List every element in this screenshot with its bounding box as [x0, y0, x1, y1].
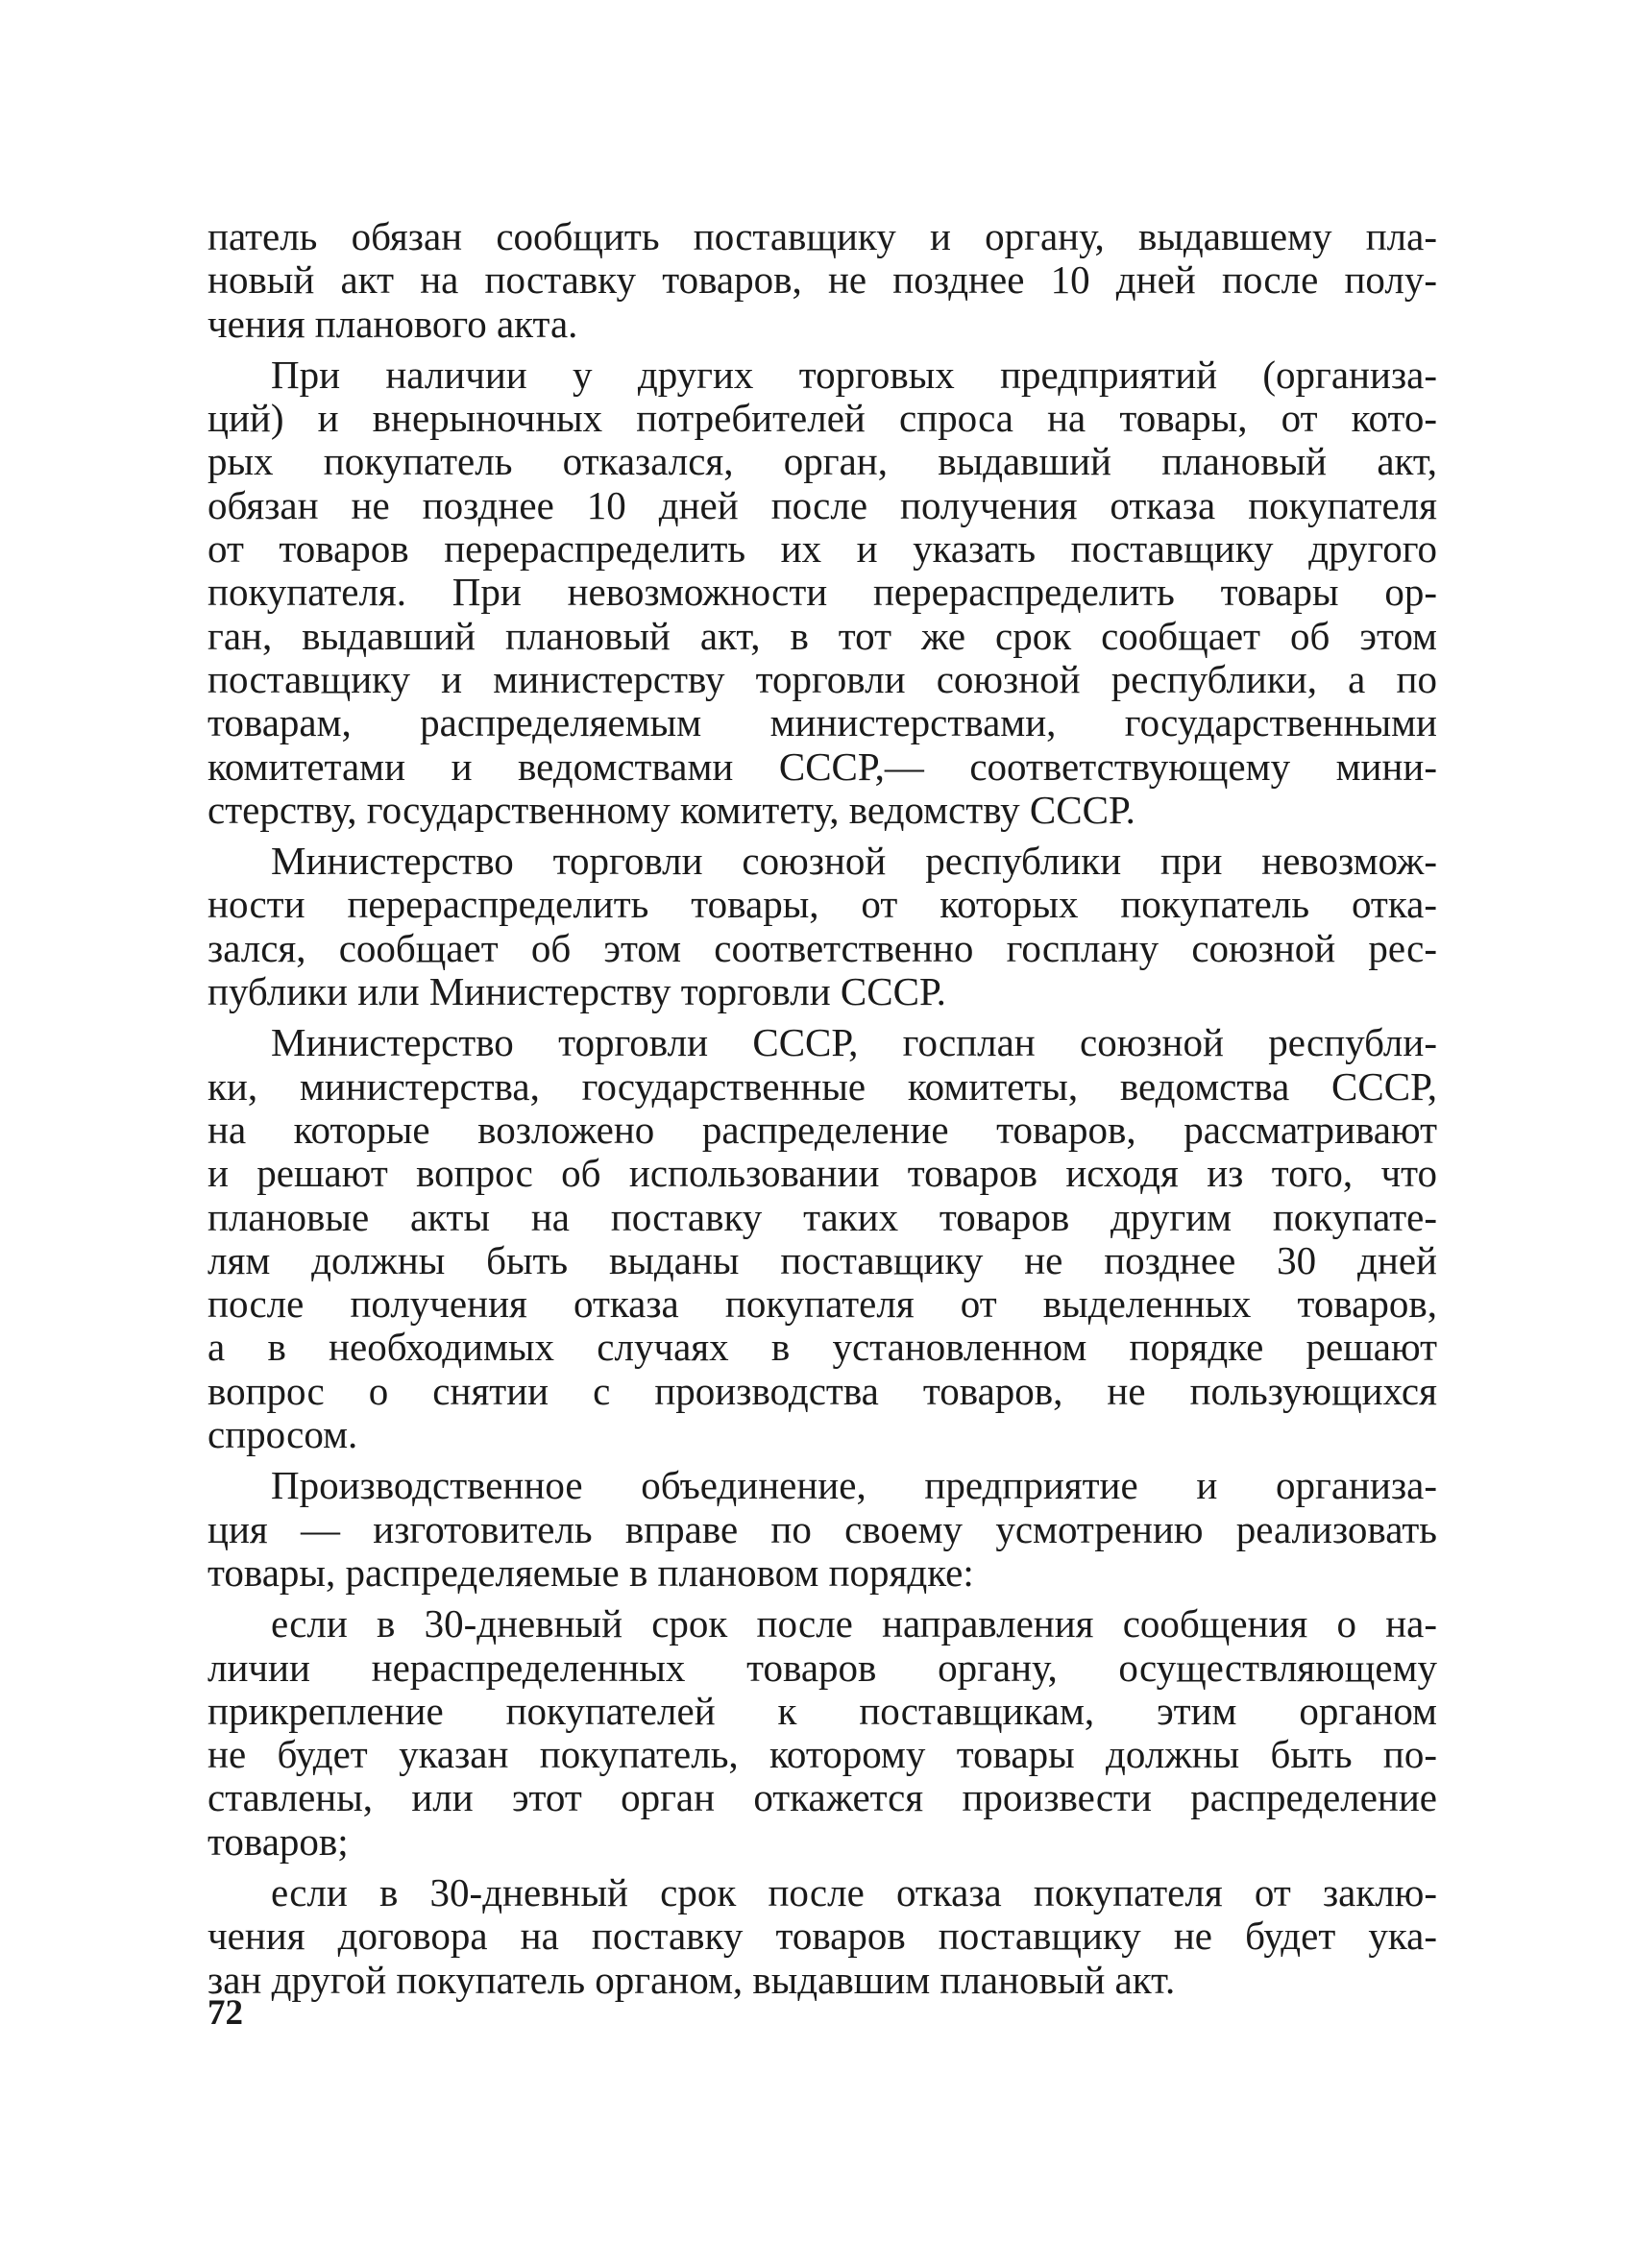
text-line: ности перераспределить товары, от которых покупатель отка-	[207, 883, 1437, 927]
text-line: спросом.	[207, 1413, 358, 1457]
text-line: стерству, государственному комитету, ведомству СССР.	[207, 788, 1135, 832]
text-line: зан другой покупатель органом, выдавшим плановый акт.	[207, 1958, 1176, 2002]
text-line: вопрос о снятии с производства товаров, не пользующихся	[207, 1369, 1437, 1413]
list-item	[207, 1871, 1437, 2002]
text-line: чения договора на поставку товаров поставщику не будет ука-	[207, 1914, 1437, 1959]
text-line: поставщику и министерству торговли союзной республики, а по	[207, 657, 1437, 701]
paragraph	[207, 215, 1437, 346]
text-line: ки, министерства, государственные комитеты, ведомства СССР,	[207, 1064, 1437, 1109]
text-line: товаров;	[207, 1819, 349, 1864]
text-line: ция — изготовитель вправе по своему усмотрению реализовать	[207, 1507, 1437, 1551]
body-text	[207, 215, 1437, 2002]
paragraph	[207, 840, 1437, 1013]
text-line: не будет указан покупатель, которому товары должны быть по-	[207, 1733, 1437, 1777]
paragraph	[207, 1021, 1437, 1456]
text-line: личии нераспределенных товаров органу, осуществляющему	[207, 1646, 1437, 1690]
text-line: и решают вопрос об использовании товаров исходя из того, что	[207, 1152, 1437, 1196]
text-line: При наличии у других торговых предприятий (организа-	[271, 353, 1437, 397]
text-line: зался, сообщает об этом соответственно госплану союзной рес-	[207, 926, 1437, 970]
text-line: новый акт на поставку товаров, не позднее 10 дней после полу-	[207, 258, 1437, 303]
text-line: Министерство торговли союзной республики при невозмож-	[271, 840, 1437, 884]
text-line: Министерство торговли СССР, госплан союзной республи-	[271, 1021, 1437, 1065]
text-line: плановые акты на поставку таких товаров другим покупате-	[207, 1195, 1437, 1239]
text-line: чения планового акта.	[207, 302, 578, 346]
text-line: прикрепление покупателей к поставщикам, этим органом	[207, 1689, 1437, 1733]
text-line: Производственное объединение, предприятие и организа-	[271, 1464, 1437, 1508]
text-line: ган, выдавший плановый акт, в тот же срок сообщает об этом	[207, 614, 1437, 658]
text-line: комитетами и ведомствами СССР,— соответствующему мини-	[207, 744, 1437, 789]
text-line: ций) и внерыночных потребителей спроса на товары, от кото-	[207, 397, 1437, 441]
text-line: публики или Министерству торговли СССР.	[207, 970, 946, 1014]
text-line: патель обязан сообщить поставщику и органу, выдавшему пла-	[207, 215, 1437, 258]
page-number: 72	[207, 1993, 243, 2033]
text-line: ставлены, или этот орган откажется произвести распределение	[207, 1776, 1437, 1820]
text-line: лям должны быть выданы поставщику не позднее 30 дней	[207, 1238, 1437, 1282]
text-line: товарам, распределяемым министерствами, государственными	[207, 701, 1437, 745]
list-item	[207, 1602, 1437, 1864]
text-line: если в 30-дневный срок после отказа покупателя от заклю-	[271, 1870, 1437, 1914]
paragraph	[207, 1464, 1437, 1595]
text-line: обязан не позднее 10 дней после получения отказа покупателя	[207, 483, 1437, 527]
paragraph	[207, 354, 1437, 832]
text-line: после получения отказа покупателя от выделенных товаров,	[207, 1282, 1437, 1327]
text-line: товары, распределяемые в плановом порядке:	[207, 1550, 974, 1595]
text-line: а в необходимых случаях в установленном порядке решают	[207, 1326, 1437, 1370]
text-line: если в 30-дневный срок после направления сообщения о на-	[271, 1602, 1437, 1646]
text-line: рых покупатель отказался, орган, выдавший плановый акт,	[207, 440, 1437, 484]
text-line: покупателя. При невозможности перераспределить товары ор-	[207, 571, 1437, 615]
text-line: на которые возложено распределение товаров, рассматривают	[207, 1108, 1437, 1152]
text-line: от товаров перераспределить их и указать поставщику другого	[207, 527, 1437, 572]
